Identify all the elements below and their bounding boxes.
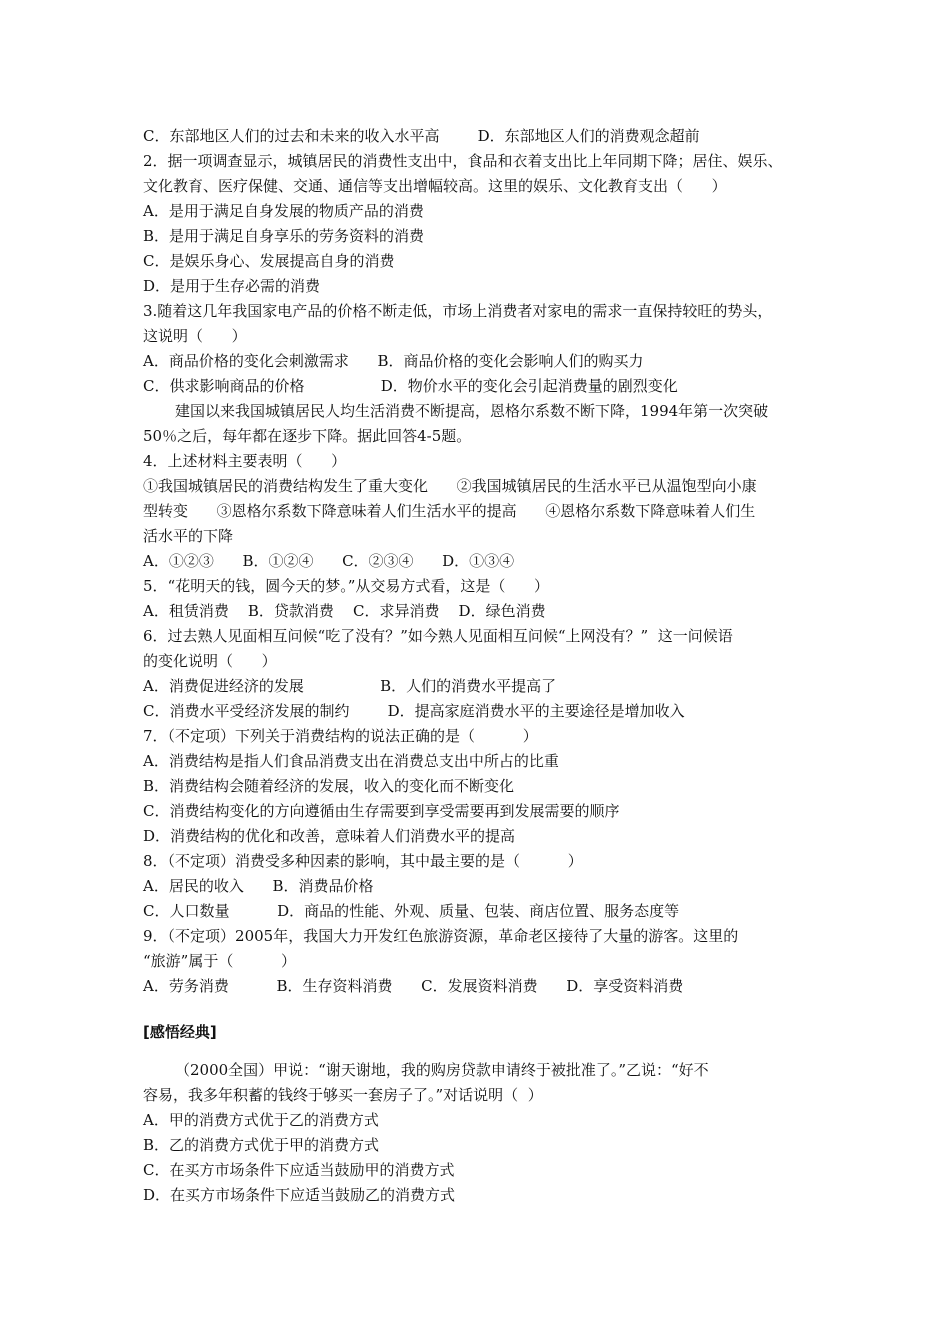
text-line: 5．“花明天的钱，圆今天的梦。”从交易方式看，这是（ ） <box>143 577 549 595</box>
text-line: A．消费促进经济的发展 B．人们的消费水平提高了 <box>143 677 557 695</box>
text-line: C．消费结构变化的方向遵循由生存需要到享受需要再到发展需要的顺序 <box>143 802 620 820</box>
text-line: A．是用于满足自身发展的物质产品的消费 <box>143 202 424 220</box>
text-line: 容易，我多年积蓄的钱终于够买一套房子了。”对话说明（ ） <box>143 1086 543 1104</box>
text-line: 3.随着这几年我国家电产品的价格不断走低，市场上消费者对家电的需求一直保持较旺的势头， <box>143 302 773 320</box>
text-line: A．租赁消费 B．贷款消费 C．求异消费 D．绿色消费 <box>143 602 546 620</box>
text-line: A．居民的收入 B．消费品价格 <box>143 877 374 895</box>
text-line: 2．据一项调查显示，城镇居民的消费性支出中，食品和衣着支出比上年同期下降；居住、娱乐、 <box>143 152 783 170</box>
questions-block-2 <box>143 449 833 999</box>
reading-material <box>143 399 833 449</box>
text-line: “旅游”属于（ ） <box>143 952 297 970</box>
text-line: C．是娱乐身心、发展提高自身的消费 <box>143 252 395 270</box>
text-line: 活水平的下降 <box>143 527 234 545</box>
text-line: 4．上述材料主要表明（ ） <box>143 452 347 470</box>
text-line: A．商品价格的变化会刺激需求 B．商品价格的变化会影响人们的购买力 <box>143 352 644 370</box>
text-line: D．消费结构的优化和改善，意味着人们消费水平的提高 <box>143 827 516 845</box>
text-line: A．①②③ B．①②④ C．②③④ D．①③④ <box>143 552 515 570</box>
classic-question <box>143 1058 833 1208</box>
text-line: 6．过去熟人见面相互问候“吃了没有？”如今熟人见面相互问候“上网没有？” 这一问候语 <box>143 627 733 645</box>
text-line: 9．（不定项）2005年，我国大力开发红色旅游资源，革命老区接待了大量的游客。这里的 <box>143 927 739 945</box>
material-line: 建国以来我国城镇居民人均生活消费不断提高，恩格尔系数不断下降，1994年第一次突破 <box>175 402 769 420</box>
text-line: B．是用于满足自身享乐的劳务资料的消费 <box>143 227 425 245</box>
text-line: 的变化说明（ ） <box>143 652 277 670</box>
text-line: A．劳务消费 B．生存资料消费 C．发展资料消费 D．享受资料消费 <box>143 977 684 995</box>
text-line: ①我国城镇居民的消费结构发生了重大变化 ②我国城镇居民的生活水平已从温饱型向小康 <box>143 477 757 495</box>
text-line: C．在买方市场条件下应适当鼓励甲的消费方式 <box>143 1161 455 1179</box>
questions-block-1 <box>143 124 833 399</box>
text-line: 7．（不定项）下列关于消费结构的说法正确的是（ ） <box>143 727 538 745</box>
section-heading: [感悟经典] <box>143 1023 217 1041</box>
text-line: 8．（不定项）消费受多种因素的影响，其中最主要的是（ ） <box>143 852 583 870</box>
text-line: D．是用于生存必需的消费 <box>143 277 321 295</box>
text-line: A．甲的消费方式优于乙的消费方式 <box>143 1111 379 1129</box>
text-line: A．消费结构是指人们食品消费支出在消费总支出中所占的比重 <box>143 752 559 770</box>
text-line: C．供求影响商品的价格 D．物价水平的变化会引起消费量的剧烈变化 <box>143 377 678 395</box>
text-line: C．人口数量 D．商品的性能、外观、质量、包装、商店位置、服务态度等 <box>143 902 680 920</box>
text-line: 文化教育、医疗保健、交通、通信等支出增幅较高。这里的娱乐、文化教育支出（ ） <box>143 177 727 195</box>
text-line: B．消费结构会随着经济的发展，收入的变化而不断变化 <box>143 777 515 795</box>
text-line: 这说明（ ） <box>143 327 247 345</box>
text-line: D．在买方市场条件下应适当鼓励乙的消费方式 <box>143 1186 456 1204</box>
text-line: （2000全国）甲说：“谢天谢地，我的购房贷款申请终于被批准了。”乙说：“好不 <box>175 1061 709 1079</box>
material-line: 50％之后，每年都在逐步下降。据此回答4-5题。 <box>143 427 472 445</box>
text-line: C．消费水平受经济发展的制约 D．提高家庭消费水平的主要途径是增加收入 <box>143 702 685 720</box>
text-line: C．东部地区人们的过去和未来的收入水平高 D．东部地区人们的消费观念超前 <box>143 127 700 145</box>
document-page <box>143 124 833 1208</box>
text-line: B．乙的消费方式优于甲的消费方式 <box>143 1136 380 1154</box>
text-line: 型转变 ③恩格尔系数下降意味着人们生活水平的提高 ④恩格尔系数下降意味着人们生 <box>143 502 756 520</box>
